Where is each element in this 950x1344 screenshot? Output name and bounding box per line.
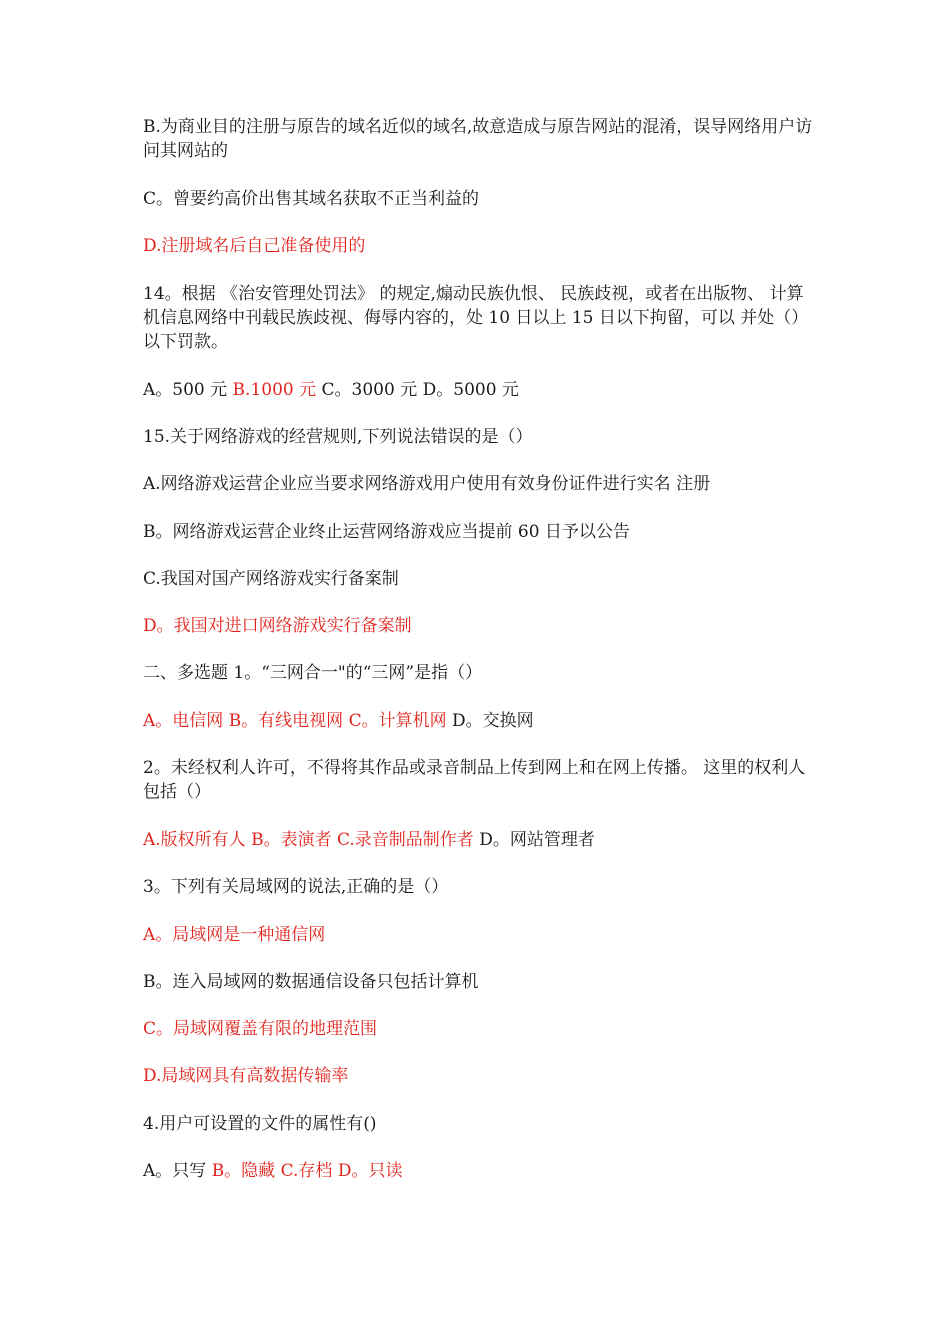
mq1-options: [143, 709, 813, 733]
mq3-option-b: B。连入局域网的数据通信设备只包括计算机: [143, 972, 479, 992]
mq3-option-c-answer: C。局域网覆盖有限的地理范围: [143, 1019, 378, 1039]
q13-option-b: B.为商业目的注册与原告的域名近似的域名,故意造成与原告网站的混淆，误导网络用户访问其网站的: [143, 117, 813, 161]
mq1-option-a-answer: A。电信网: [143, 711, 224, 731]
q14-options: [143, 378, 813, 402]
mq2-question: 2。未经权利人许可，不得将其作品或录音制品上传到网上和在网上传播。 这里的权利人包括（）: [143, 758, 806, 802]
mq2-option-b-answer: B。表演者: [251, 830, 332, 850]
mq2-option-c-answer: C.录音制品制作者: [337, 830, 474, 850]
mq1-option-d: D。交换网: [452, 711, 534, 731]
mq4-option-c-answer: C.存档: [280, 1161, 333, 1181]
mq2-option-d: D。网站管理者: [479, 830, 595, 850]
q15-question: 15.关于网络游戏的经营规则,下列说法错误的是（）: [143, 427, 533, 447]
mq4-option-a: A。只写: [143, 1161, 207, 1181]
mq2-options: [143, 828, 813, 852]
mq1-option-c-answer: C。计算机网: [348, 711, 447, 731]
q14-option-c: C。3000 元: [321, 380, 418, 400]
mq1-option-b-answer: B。有线电视网: [228, 711, 344, 731]
q14-question: 14。根据 《治安管理处罚法》 的规定,煽动民族仇恨、 民族歧视，或者在出版物、 计算机信息网络中刊载民族歧视、侮辱内容的，处 10 日以上 15 日以下拘留，可以 并处（）以下罚款。: [143, 284, 809, 352]
q14-option-d: D。5000 元: [422, 380, 519, 400]
q15-option-d-answer: D。我国对进口网络游戏实行备案制: [143, 616, 412, 636]
mq4-question: 4.用户可设置的文件的属性有(): [143, 1114, 377, 1134]
mq3-question: 3。下列有关局域网的说法,正确的是（）: [143, 877, 449, 897]
q13-option-d-answer: D.注册域名后自己准备使用的: [143, 236, 366, 256]
mq4-option-d-answer: D。只读: [337, 1161, 403, 1181]
q14-option-b-answer: B.1000 元: [232, 380, 317, 400]
q14-option-a: A。500 元: [143, 380, 228, 400]
q15-option-b: B。网络游戏运营企业终止运营网络游戏应当提前 60 日予以公告: [143, 522, 630, 542]
mq4-option-b-answer: B。隐藏: [211, 1161, 276, 1181]
q15-option-c: C.我国对国产网络游戏实行备案制: [143, 569, 399, 589]
section2-heading: 二、多选题 1。“三网合一"的“三网”是指（）: [143, 663, 483, 683]
mq3-option-d-answer: D.局域网具有高数据传输率: [143, 1066, 349, 1086]
mq3-option-a-answer: A。局域网是一种通信网: [143, 925, 326, 945]
mq2-option-a-answer: A.版权所有人: [143, 830, 246, 850]
q15-option-a: A.网络游戏运营企业应当要求网络游戏用户使用有效身份证件进行实名 注册: [143, 474, 711, 494]
mq4-options: [143, 1159, 813, 1183]
q13-option-c: C。曾要约高价出售其域名获取不正当利益的: [143, 189, 480, 209]
